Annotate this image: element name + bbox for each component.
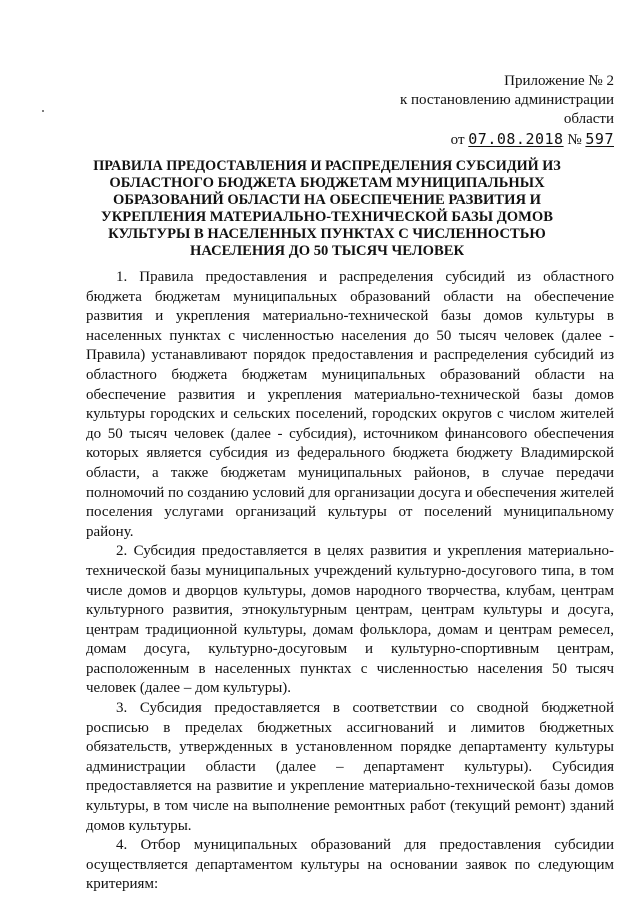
body-line: культуры городских и сельских поселений, городских округов с числом жителей [86, 406, 614, 423]
title-line: ПРАВИЛА ПРЕДОСТАВЛЕНИЯ И РАСПРЕДЕЛЕНИЯ СУБСИДИЙ ИЗ [93, 158, 561, 174]
title-line: ОБЛАСТНОГО БЮДЖЕТА БЮДЖЕТАМ МУНИЦИПАЛЬНЫХ [109, 175, 545, 191]
body-line: критериям: [86, 876, 159, 893]
appendix-date-line [354, 130, 614, 150]
paragraph-4-start: 4. Отбор муниципальных образований для предоставления субсидии [116, 837, 614, 854]
body-line: предоставляется на развитие и укрепление материально-технической базы домов [86, 778, 614, 795]
document-title [92, 158, 562, 260]
body-line: росписью в пределах бюджетных ассигнований и лимитов бюджетных [86, 719, 614, 736]
body-line: культуры, в том числе на выполнение ремонтных работ (текущий ремонт) зданий [86, 798, 614, 815]
body-line: числе домов и дворцов культуры, домов народного творчества, клубам, центрам [86, 582, 614, 599]
body-line: Правила) устанавливают порядок предоставления и распределения субсидий из [86, 347, 614, 364]
paragraph-1-start: 1. Правила предоставления и распределения субсидий из областного [116, 269, 614, 285]
title-line: ОБРАЗОВАНИЙ ОБЛАСТИ НА ОБЕСПЕЧЕНИЕ РАЗВИТИЯ И [113, 192, 541, 208]
title-line: КУЛЬТУРЫ В НАСЕЛЕННЫХ ПУНКТАХ С ЧИСЛЕННОСТЬЮ [108, 226, 546, 242]
body-line: развития и укрепления материально-технической базы домов культуры в [86, 308, 614, 325]
body-line: населенных пунктах с численностью населения до 50 тысяч человек (далее - [86, 327, 614, 344]
body-line: технической базы муниципальных учреждений культурно-досугового типа, в том [86, 562, 614, 579]
title-line: НАСЕЛЕНИЯ ДО 50 ТЫСЯЧ ЧЕЛОВЕК [189, 243, 465, 259]
body-line: области, а также бюджетам муниципальных районов, в случае передачи [86, 464, 614, 481]
body-line: поселения услугами организаций культуры от поселений муниципальному [86, 504, 614, 521]
handwritten-date: 07.08.2018 [468, 130, 564, 148]
handwritten-number: 597 [585, 130, 614, 148]
body-line: областного бюджета бюджетам муниципальных образований области на [86, 366, 614, 383]
body-line: до 50 тысяч человек (далее - субсидия), источником финансового обеспечения [86, 425, 614, 442]
body-line: домов культуры. [86, 817, 192, 834]
paragraph-3-start: 3. Субсидия предоставляется в соответствии со сводной бюджетной [116, 700, 614, 717]
document-body [86, 268, 614, 895]
body-line: центрам традиционной культуры, домам фольклора, домам и центрам ремесел, [86, 621, 614, 638]
body-line: культурного развития, этнокультурным центрам, центрам культуры и досуга, [86, 602, 614, 619]
body-line: осуществляется департаментом культуры на основании заявок по следующим [86, 856, 614, 873]
body-line: расположенным в населенных пунктах с численностью населения 50 тысяч [86, 660, 614, 677]
body-line: обязательств, утвержденных в установленном порядке департаменту культуры [86, 739, 614, 756]
appendix-reference: к постановлению администрации [399, 92, 614, 108]
body-line: району. [86, 523, 134, 540]
appendix-authority: области [563, 111, 614, 127]
date-prefix: от [450, 132, 465, 148]
number-prefix: № [567, 132, 582, 148]
body-line: обеспечение развития и укрепления материально-технической базы домов [86, 386, 614, 403]
appendix-header [354, 72, 614, 150]
paragraph-2-start: 2. Субсидия предоставляется в целях развития и укрепления материально- [116, 543, 614, 560]
title-line: УКРЕПЛЕНИЯ МАТЕРИАЛЬНО-ТЕХНИЧЕСКОЙ БАЗЫ ДОМОВ [100, 209, 553, 225]
body-line: которых является субсидия из федерального бюджета бюджету Владимирской [86, 445, 614, 462]
body-line: человек (далее – дом культуры). [86, 680, 292, 697]
scan-speck [42, 110, 44, 112]
body-line: полномочий по созданию условий для организации досуга и обеспечения жителей [86, 484, 614, 501]
appendix-number: Приложение № 2 [504, 73, 614, 89]
body-line: бюджета бюджетам муниципальных образований области на обеспечение [86, 288, 614, 305]
body-line: домам досуга, культурно-досуговым и культурно-спортивным центрам, [86, 641, 614, 658]
body-line: администрации области (далее – департамент культуры). Субсидия [86, 758, 614, 775]
